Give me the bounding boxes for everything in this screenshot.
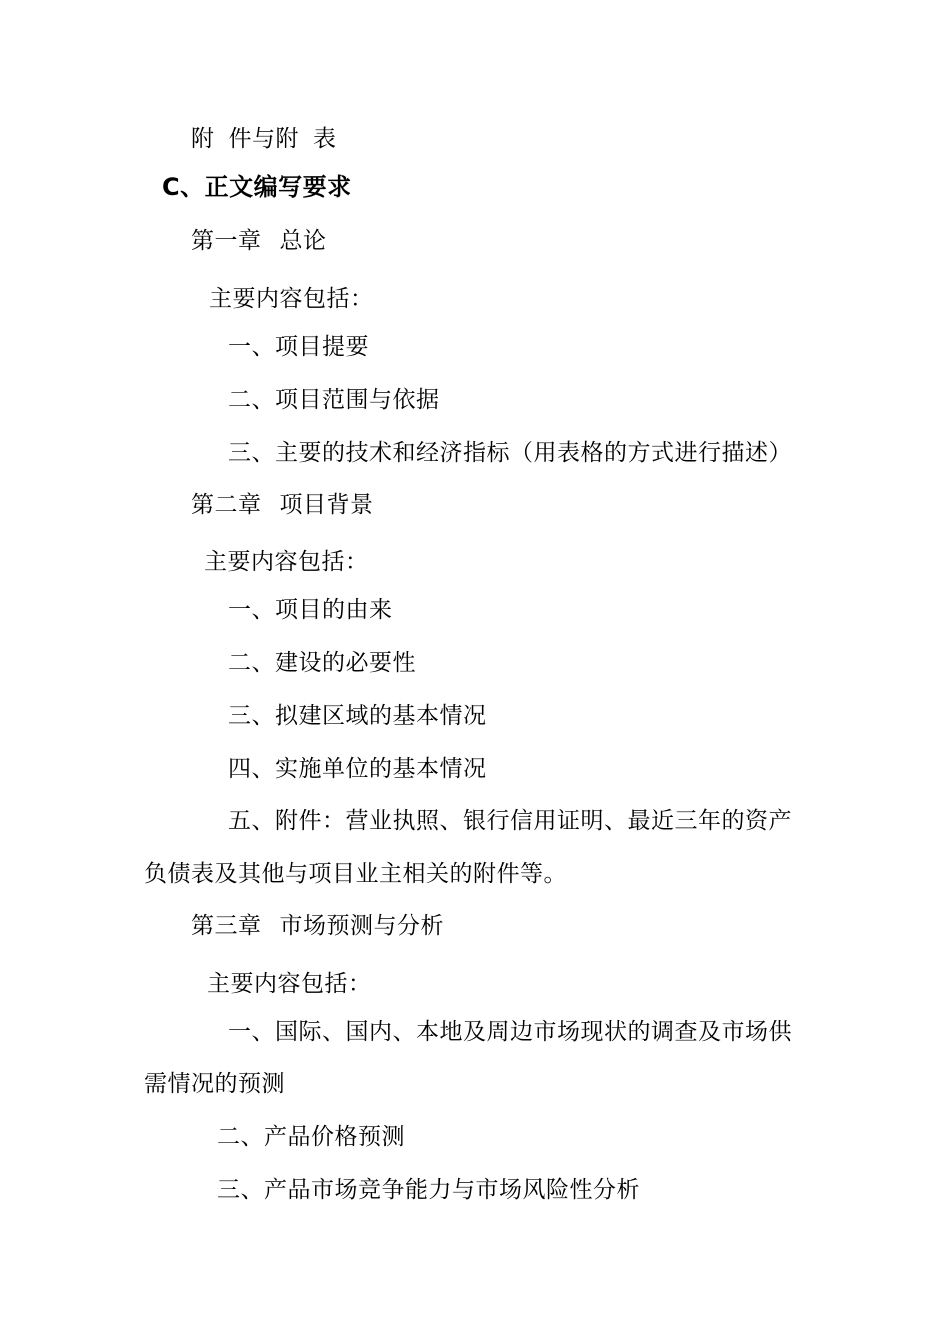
- chapter-2-intro: 主要内容包括：: [204, 549, 369, 575]
- chapter-3-intro: 主要内容包括：: [207, 971, 372, 997]
- chapter-2-item-4: 四、实施单位的基本情况: [228, 756, 487, 782]
- chapter-3-item-3: 三、产品市场竞争能力与市场风险性分析: [217, 1177, 640, 1203]
- chapter-2-item-5-line-2: 负债表及其他与项目业主相关的附件等。: [144, 861, 567, 887]
- attachment-part-1: 附: [191, 126, 215, 152]
- chapter-2-label: 第二章: [191, 492, 262, 518]
- chapter-2-heading: [191, 490, 374, 520]
- chapter-3-item-1-line-1: 一、国际、国内、本地及周边市场现状的调查及市场供: [228, 1019, 792, 1045]
- chapter-1-heading: [191, 226, 327, 256]
- chapter-1-item-3: 三、主要的技术和经济指标（用表格的方式进行描述）: [228, 440, 792, 466]
- chapter-2-title: 项目背景: [279, 492, 374, 518]
- chapter-3-label: 第三章: [191, 913, 262, 939]
- chapter-1-item-2: 二、项目范围与依据: [228, 387, 440, 413]
- chapter-1-title: 总论: [279, 228, 327, 254]
- chapter-3-heading: [191, 911, 444, 941]
- chapter-3-item-1-line-2: 需情况的预测: [144, 1071, 285, 1097]
- chapter-3-title: 市场预测与分析: [279, 913, 444, 939]
- attachment-line: [191, 124, 337, 154]
- chapter-2-item-5-line-1: 五、附件：营业执照、银行信用证明、最近三年的资产: [228, 808, 792, 834]
- attachment-part-3: 表: [313, 126, 337, 152]
- chapter-2-item-2: 二、建设的必要性: [228, 650, 416, 676]
- section-c-heading: C、正文编写要求: [162, 173, 352, 201]
- chapter-3-item-2: 二、产品价格预测: [217, 1124, 405, 1150]
- chapter-1-label: 第一章: [191, 228, 262, 254]
- chapter-2-item-1: 一、项目的由来: [228, 597, 393, 623]
- chapter-1-intro: 主要内容包括：: [209, 286, 374, 312]
- chapter-1-item-1: 一、项目提要: [228, 334, 369, 360]
- chapter-2-item-3: 三、拟建区域的基本情况: [228, 703, 487, 729]
- attachment-part-2: 件与附: [228, 126, 299, 152]
